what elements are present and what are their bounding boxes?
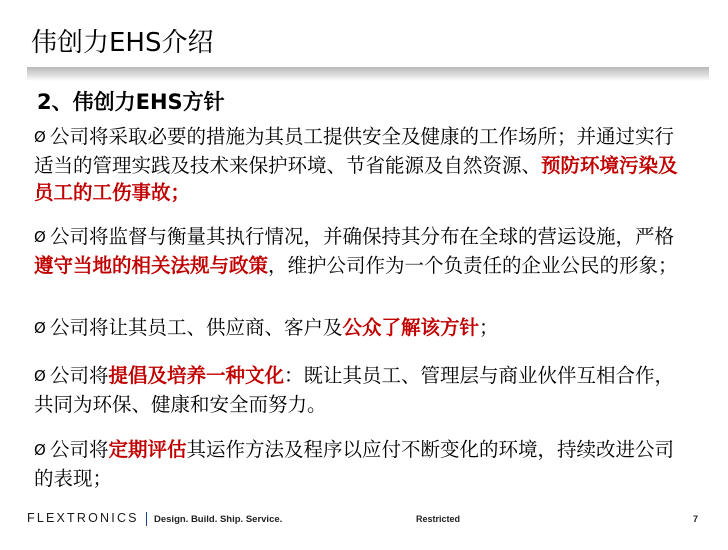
arrow-bullet-icon: Ø xyxy=(34,128,46,146)
bullet-highlight: 遵守当地的相关法规与政策 xyxy=(34,254,269,277)
bullet-item xyxy=(34,223,684,279)
bullet-item xyxy=(34,314,684,343)
bullet-text: 其运作方法及程序以应付不断变化的环境，持续改进公司的表现； xyxy=(34,438,675,490)
bullet-text: ，维护公司作为一个负责任的企业公民的形象； xyxy=(268,254,678,277)
arrow-bullet-icon: Ø xyxy=(34,319,46,337)
flextronics-logo: FLEXTRONICS xyxy=(27,511,139,525)
bullet-text: 公司将让其员工、供应商、客户及 xyxy=(50,316,343,339)
bullet-text: 公司将采取必要的措施为其员工提供安全及健康的工作场所；并通过实行适当的管理实践及技术来保护环境、节省能源及自然资源、 xyxy=(34,125,675,177)
bullet-highlight: 公众了解该方针 xyxy=(342,316,480,339)
arrow-bullet-icon: Ø xyxy=(34,228,46,246)
title-divider xyxy=(27,67,709,81)
bullet-text: 公司将 xyxy=(50,364,109,387)
slide-footer xyxy=(0,510,728,534)
classification-label: Restricted xyxy=(416,514,461,524)
arrow-bullet-icon: Ø xyxy=(34,367,46,385)
section-subtitle: 2、伟创力EHS方针 xyxy=(37,90,225,114)
bullet-text: 公司将 xyxy=(50,438,109,461)
bullet-text: ：既让其员工、管理层与商业伙伴互相合作，共同为环保、健康和安全而努力。 xyxy=(34,364,675,416)
bullet-highlight: 提倡及培养一种文化 xyxy=(108,364,285,387)
bullet-item xyxy=(34,362,684,418)
bullet-text: 公司将监督与衡量其执行情况，并确保持其分布在全球的营运设施，严格 xyxy=(50,225,675,248)
footer-tagline: Design. Build. Ship. Service. xyxy=(154,514,283,525)
bullet-text: ； xyxy=(479,316,499,339)
bullet-item xyxy=(34,436,684,492)
page-number: 7 xyxy=(693,514,699,524)
bullet-text: ； xyxy=(170,181,191,204)
bullet-highlight: 预防环境污染及员工的工伤事故 xyxy=(34,154,678,204)
bullet-highlight: 定期评估 xyxy=(108,438,187,461)
footer-divider xyxy=(146,512,147,526)
arrow-bullet-icon: Ø xyxy=(34,441,46,459)
bullet-item xyxy=(34,123,684,206)
slide-title: 伟创力EHS介绍 xyxy=(31,28,214,58)
